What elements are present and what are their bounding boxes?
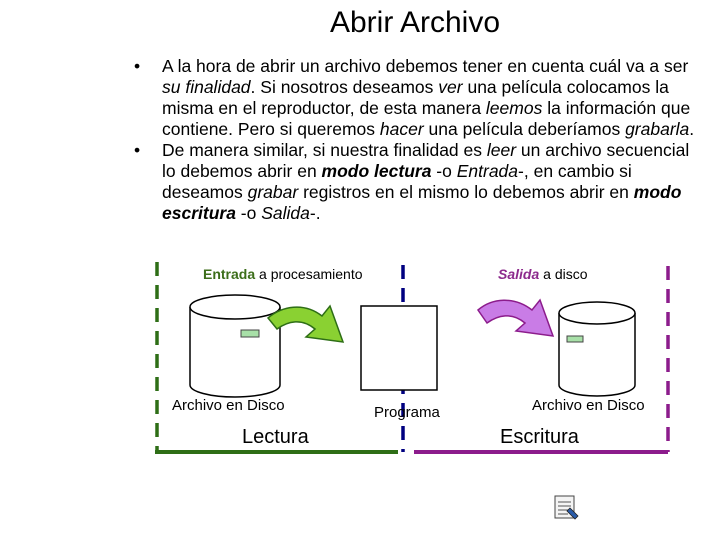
right-disk-cylinder-icon xyxy=(559,302,635,396)
text: una película colocamos la misma en el reproductor, de esta manera xyxy=(162,77,669,118)
emphasis: leer xyxy=(486,140,517,160)
text: una película deberíamos xyxy=(423,119,626,139)
salida-label: Salida a disco xyxy=(498,266,588,282)
document-notes-icon xyxy=(555,496,578,519)
emphasis: grabar xyxy=(247,182,299,202)
text: la información que contiene. Pero si queremos xyxy=(162,98,691,139)
bullet-dot: • xyxy=(134,56,141,76)
left-disk-cylinder-icon xyxy=(190,295,280,397)
text: De manera similar, si nuestra finalidad es xyxy=(162,140,487,160)
emphasis: Entrada xyxy=(456,161,519,181)
text: A la hora de abrir un archivo debemos tener en cuenta cuál va a ser xyxy=(162,56,689,76)
bold-emphasis: modo escritura xyxy=(162,182,682,223)
archivo-en-disco-left: Archivo en Disco xyxy=(172,397,285,414)
escritura-label: Escritura xyxy=(500,426,579,448)
programa-label: Programa xyxy=(374,404,440,421)
text: -, en cambio si deseamos xyxy=(162,161,632,202)
emphasis: Salida xyxy=(261,203,310,223)
text: un archivo secuencial lo debemos abrir en xyxy=(162,140,690,181)
bullet-dot: • xyxy=(134,140,141,160)
entrada-label: Entrada a procesamiento xyxy=(203,266,363,282)
program-box xyxy=(361,306,437,390)
emphasis: su finalidad xyxy=(162,77,251,97)
text: . Si nosotros deseamos xyxy=(250,77,439,97)
bold-emphasis: modo lectura xyxy=(321,161,432,181)
slide-title: Abrir Archivo xyxy=(329,6,501,39)
emphasis: grabarla xyxy=(625,119,690,139)
text: . xyxy=(689,119,695,139)
lectura-label: Lectura xyxy=(242,426,309,448)
emphasis: hacer xyxy=(379,119,424,139)
text: -. xyxy=(309,203,321,223)
emphasis: leemos xyxy=(485,98,543,118)
text: -o xyxy=(235,203,262,223)
archivo-en-disco-right: Archivo en Disco xyxy=(532,397,645,414)
text: -o xyxy=(431,161,457,181)
emphasis: ver xyxy=(438,77,463,97)
purple-curved-arrow-icon xyxy=(478,300,553,336)
text: registros en el mismo lo debemos abrir en xyxy=(298,182,634,202)
